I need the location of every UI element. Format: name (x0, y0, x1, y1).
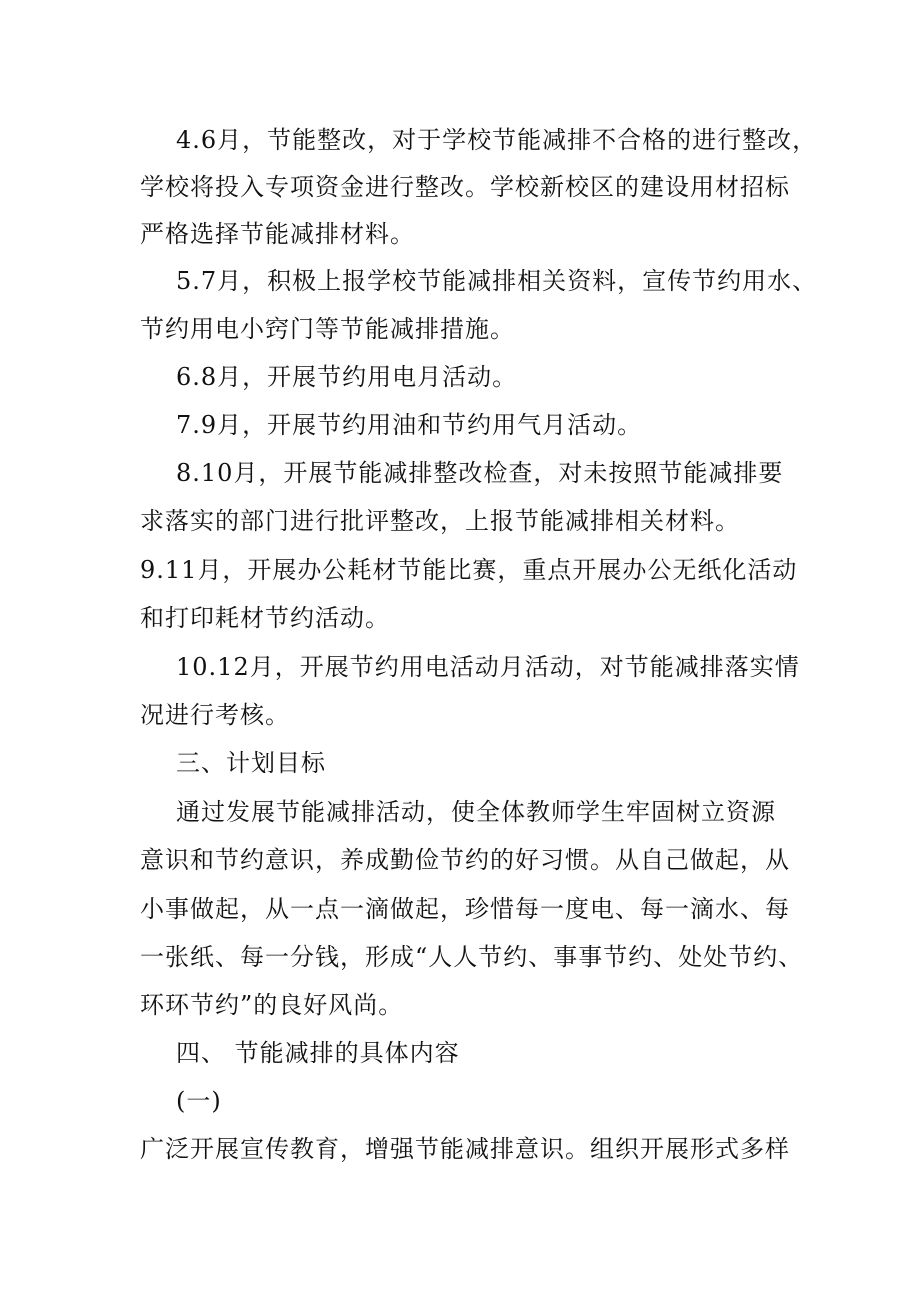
section-heading-3: 三、计划目标 (176, 749, 326, 777)
paragraph-publicity-line-1: 广泛开展宣传教育，增强节能减排意识。组织开展形式多样 (140, 1135, 790, 1163)
section-heading-4: 四、 节能减排的具体内容 (176, 1039, 460, 1067)
paragraph-item-6: 6.8月，开展节约用电月活动。 (176, 363, 518, 391)
paragraph-item-7: 7.9月，开展节约用油和节约用气月活动。 (176, 411, 643, 439)
subsection-label-1: (一) (176, 1087, 222, 1115)
paragraph-item-5-line-2: 节约用电小窍门等节能减排措施。 (140, 315, 515, 343)
paragraph-item-9-line-2: 和打印耗材节约活动。 (140, 604, 390, 632)
paragraph-item-4-line-2: 学校将投入专项资金进行整改。学校新校区的建设用材招标 (140, 173, 790, 201)
paragraph-goal-line-1: 通过发展节能减排活动，使全体教师学生牢固树立资源 (176, 798, 776, 826)
paragraph-item-9-line-1: 9.11月，开展办公耗材节能比赛，重点开展办公无纸化活动 (140, 556, 798, 584)
paragraph-item-8-line-1: 8.10月，开展节能减排整改检查，对未按照节能减排要 (176, 459, 784, 487)
paragraph-goal-line-4: 一张纸、每一分钱，形成“人人节约、事事节约、处处节约、 (140, 943, 804, 971)
paragraph-goal-line-3: 小事做起，从一点一滴做起，珍惜每一度电、每一滴水、每 (140, 895, 790, 923)
paragraph-item-4-line-1: 4.6月，节能整改，对于学校节能减排不合格的进行整改， (176, 126, 818, 154)
paragraph-item-10-line-1: 10.12月，开展节约用电活动月活动，对节能减排落实情 (176, 653, 800, 681)
paragraph-item-5-line-1: 5.7月，积极上报学校节能减排相关资料，宣传节约用水、 (176, 267, 818, 295)
paragraph-goal-line-2: 意识和节约意识，养成勤俭节约的好习惯。从自己做起，从 (140, 846, 790, 874)
paragraph-item-10-line-2: 况进行考核。 (140, 701, 290, 729)
paragraph-goal-line-5: 环环节约”的良好风尚。 (140, 991, 404, 1019)
paragraph-item-4-line-3: 严格选择节能减排材料。 (140, 220, 415, 248)
paragraph-item-8-line-2: 求落实的部门进行批评整改，上报节能减排相关材料。 (140, 507, 740, 535)
